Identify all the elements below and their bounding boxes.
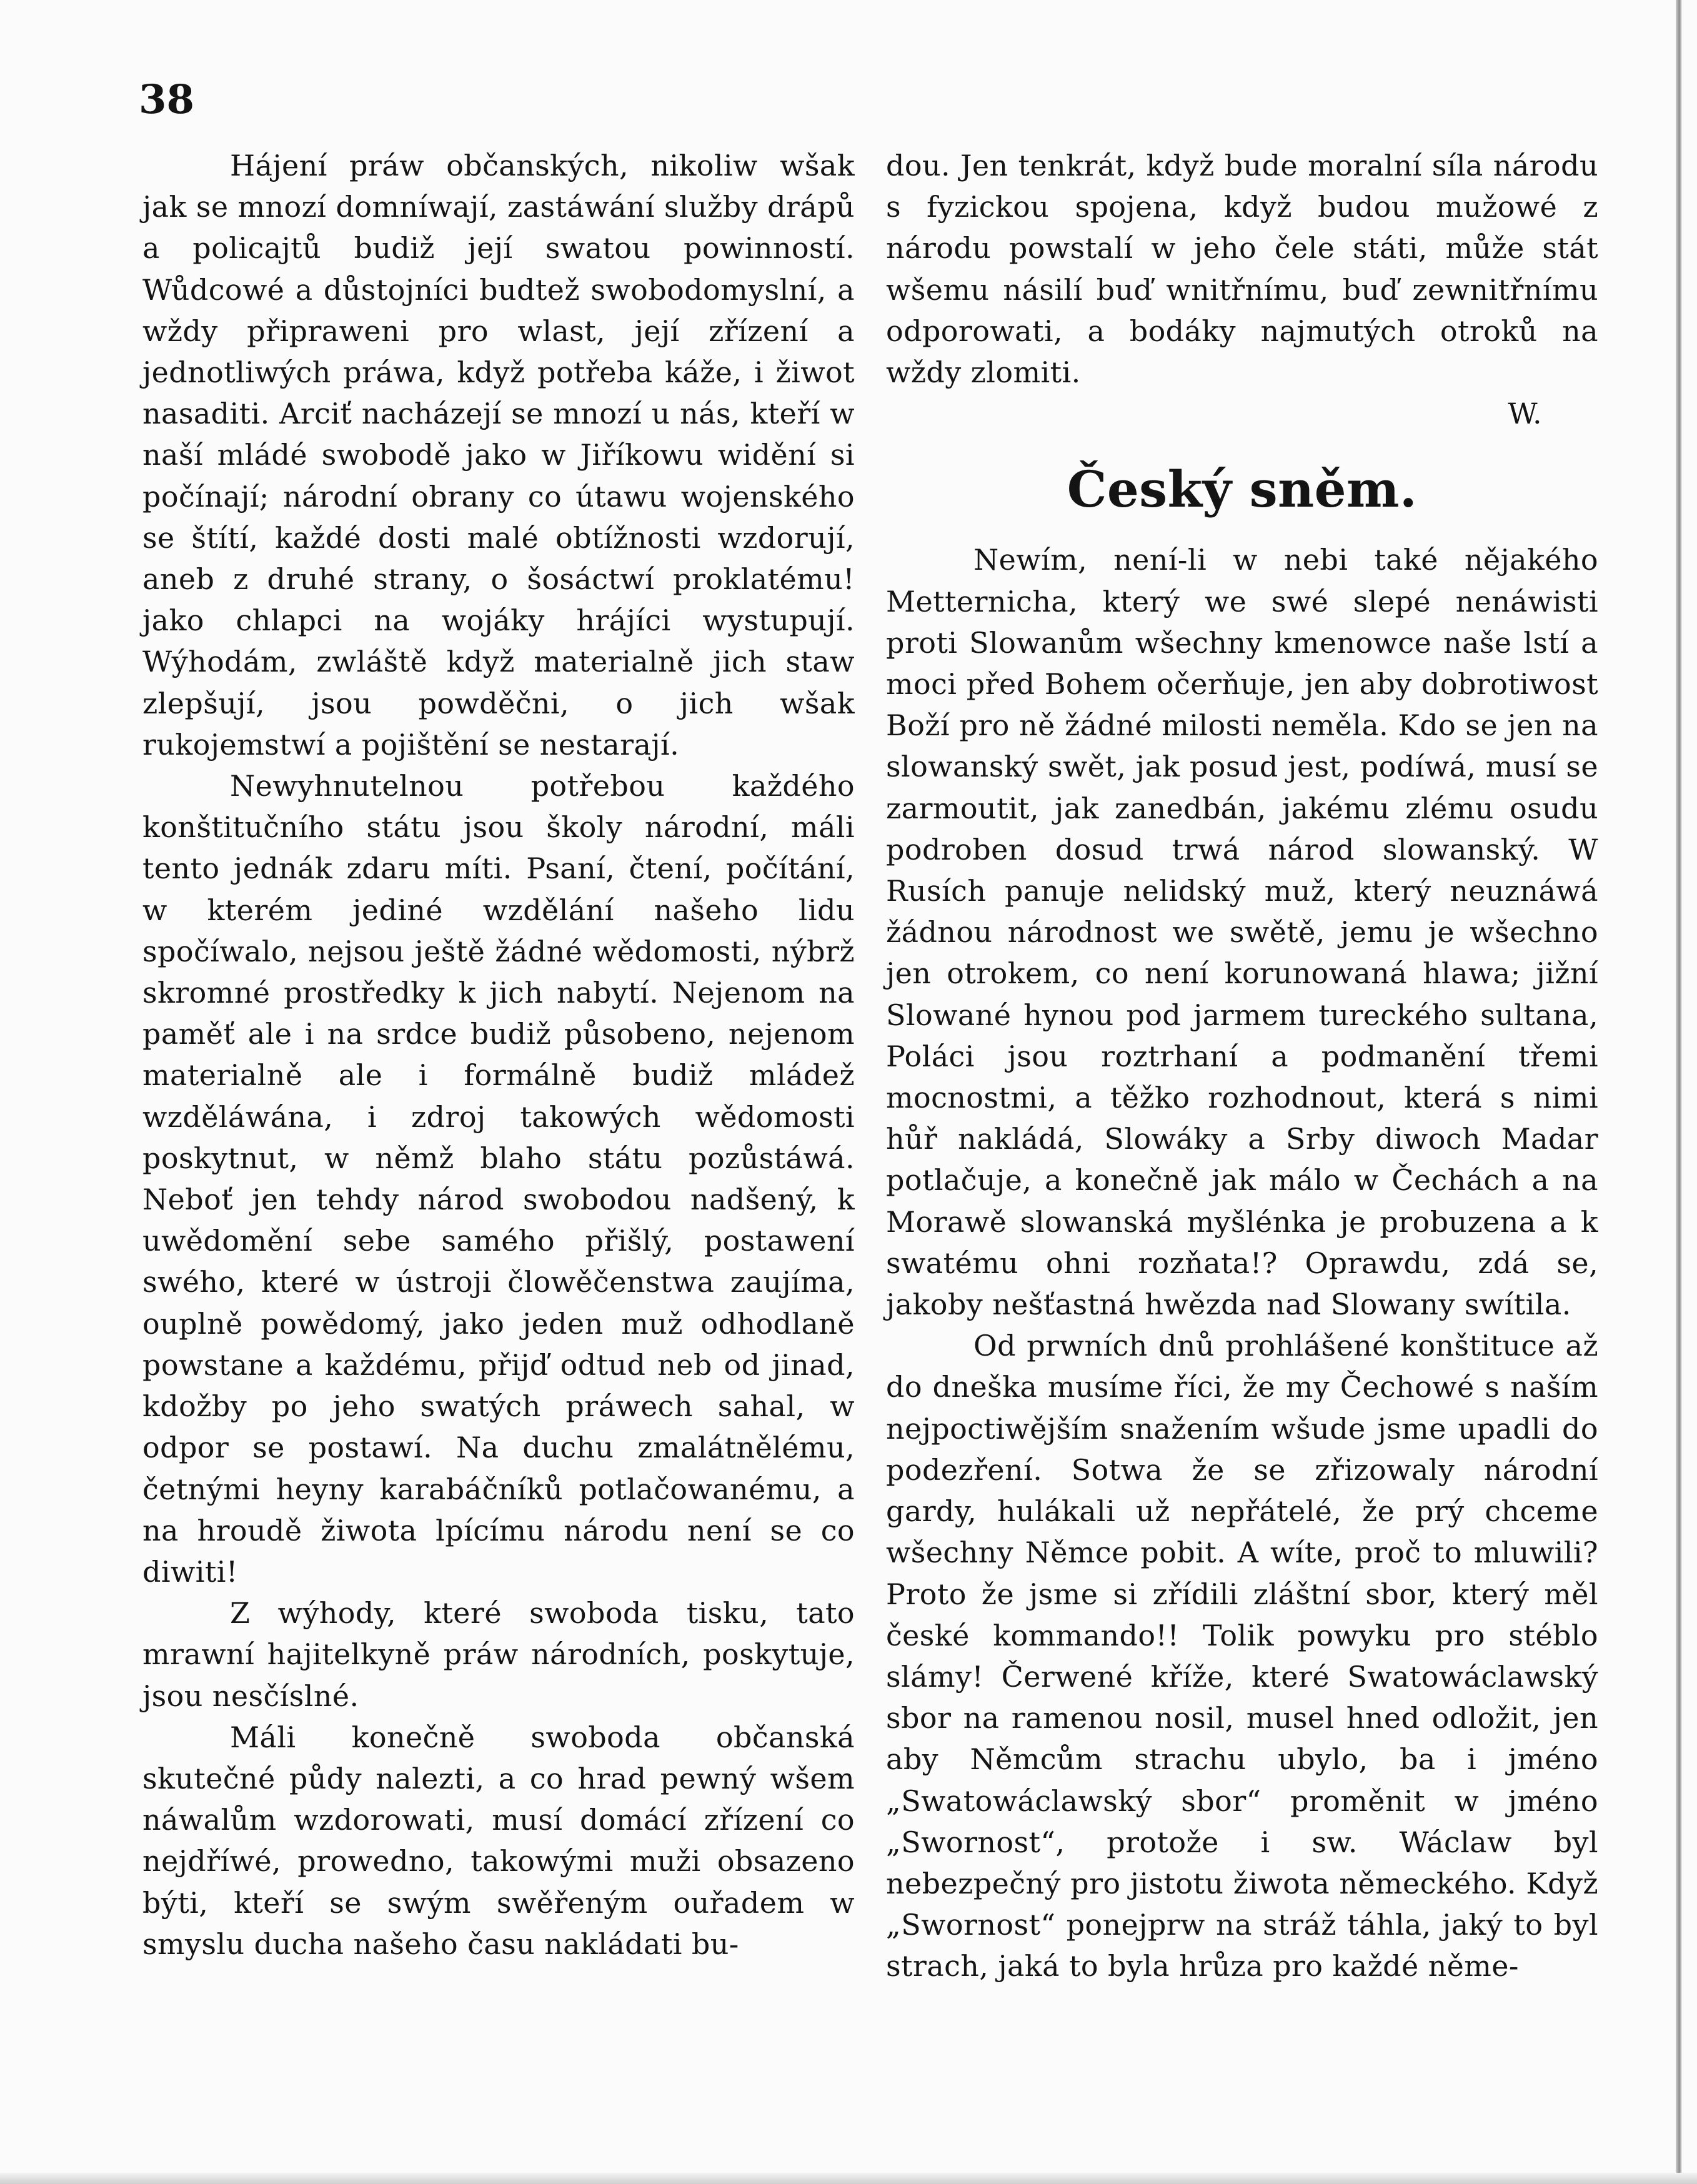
page-edge-shadow bbox=[1676, 0, 1682, 2184]
article-signature: W. bbox=[1508, 397, 1542, 431]
right-column bbox=[886, 145, 1598, 1987]
left-paragraph-1: Hájení práw občanských, nikoliw wšak jak se mnozí domníwají, zastáwání služby drápů a policajtů budiž její swatou powinností. Wůdcowé a důstojníci budtež swobodomyslní, a wždy připraweni pro wlast, její zřízení a jednotliwých práwa, když potřeba káže, i žiwot nasaditi. Arciť nacházejí se mnozí u nás, kteří w naší mládé swobodě jako w Jiříkowu widění si počínají; národní obrany co útawu wojenského se štítí, každé dosti malé obtížnosti wzdorují, aneb z druhé strany, o šosáctwí proklatému! jako chlapci na wojáky hrájíci wystupují. Wýhodám, zwláště když materialně jich staw zlepšují, jsou powděčni, o jich wšak rukojemstwí a pojištění se nestarají. bbox=[142, 149, 855, 762]
right-continuation: dou. Jen tenkrát, když bude moralní síla národu s fyzickou spojena, když budou mužowé z národu powstalí w jeho čele státi, může stát wšemu násilí buď wnitřnímu, buď zewnitřnímu odporowati, a bodáky najmutých otroků na wždy zlomiti. bbox=[886, 149, 1598, 390]
page-number: 38 bbox=[139, 76, 195, 123]
left-column bbox=[142, 145, 855, 1965]
section-title: Český sněm. bbox=[1067, 460, 1418, 519]
left-paragraph-3: Z wýhody, které swoboda tisku, tato mrawní hajitelkyně práw národních, poskytuje, jsou nesčíslné. bbox=[142, 1596, 855, 1713]
right-paragraph-1: Newím, není-li w nebi také nějakého Metternicha, který we swé slepé nenáwisti proti Slowanům wšechny kmenowce naše lstí a moci před Bohem očerňuje, jen aby dobrotiwost Boží pro ně žádné milosti neměla. Kdo se jen na slowanský swět, jak posud jest, podíwá, musí se zarmoutit, jak zanedbán, jakému zlému osudu podroben dosud trwá národ slowanský. W Rusích panuje nelidský muž, který neuznáwá žádnou národnost we swětě, jemu je wšechno jen otrokem, co není korunowaná hlawa; jižní Slowané hynou pod jarmem tureckého sultana, Poláci jsou roztrhaní a podmanění třemi mocnostmi, a těžko rozhodnout, která s nimi hůř nakládá, Slowáky a Srby diwoch Madar potlačuje, a konečně jak málo w Čechách a na Morawě slowanská myšlénka je probuzena a k swatému ohni rozňata!? Oprawdu, zdá se, jakoby nešťastná hwězda nad Slowany swítila. bbox=[886, 543, 1598, 1322]
right-paragraph-2: Od prwních dnů prohlášené konštituce až do dneška musíme říci, že my Čechowé s naším nejpoctiwějším snažením wšude jsme upadli do podezření. Sotwa že se zřizowaly národní gardy, hulákali už nepřátelé, že prý chceme wšechny Němce pobit. A wíte, proč to mluwili? Proto že jsme si zřídili zláštní sbor, který měl české kommando!! Tolik powyku pro stéblo slámy! Čerwené kříže, které Swatowáclawský sbor na ramenou nosil, musel hned odložit, jen aby Němcům strachu ubylo, ba i jméno „Swatowáclawský sbor“ proměnit w jméno „Swornost“, protože i sw. Wáclaw byl nebezpečný pro jistotu žiwota německého. Když „Swornost“ ponejprw na stráž táhla, jaký to byl strach, jaká to byla hrůza pro každé němе- bbox=[886, 1329, 1598, 1983]
page-bottom-edge bbox=[0, 2173, 1697, 2184]
left-paragraph-4: Máli konečně swoboda občanská skutečné půdy nalezti, a co hrad pewný wšem náwalům wzdorowati, musí domácí zřízení co nejdříwé, prowedno, takowými muži obsazeno býti, kteří se swým swěřeným ouřadem w smyslu ducha našeho času nakládati bu- bbox=[142, 1720, 855, 1961]
left-paragraph-2: Newyhnutelnou potřebou každého konštitučního státu jsou školy národní, máli tento jednák zdaru míti. Psaní, čtení, počítání, w kterém jediné wzdělání našeho lidu spočíwalo, nejsou ještě žádné wědomosti, nýbrž skromné prostředky k jich nabytí. Nejenom na paměť ale i na srdce budiž působeno, nejenom materialně ale i formálně budiž mládež wzděláwána, i zdroj takowých wědomosti poskytnut, w němž blaho státu pozůstáwá. Neboť jen tehdy národ swobodou nadšený, k uwědomění sebe samého přišlý, postawení swého, které w ústroji člowěčenstwa zaujíma, ouplně powědomý, jako jeden muž odhodlaně powstane a každému, přijď odtud neb od jinad, kdožby po jeho swatých práwech sahal, w odpor se postawí. Na duchu zmalátnělému, četnými heyny karabáčníků potlačowanému, a na hroudě žiwota lpícímu národu není se co diwiti! bbox=[142, 769, 855, 1589]
